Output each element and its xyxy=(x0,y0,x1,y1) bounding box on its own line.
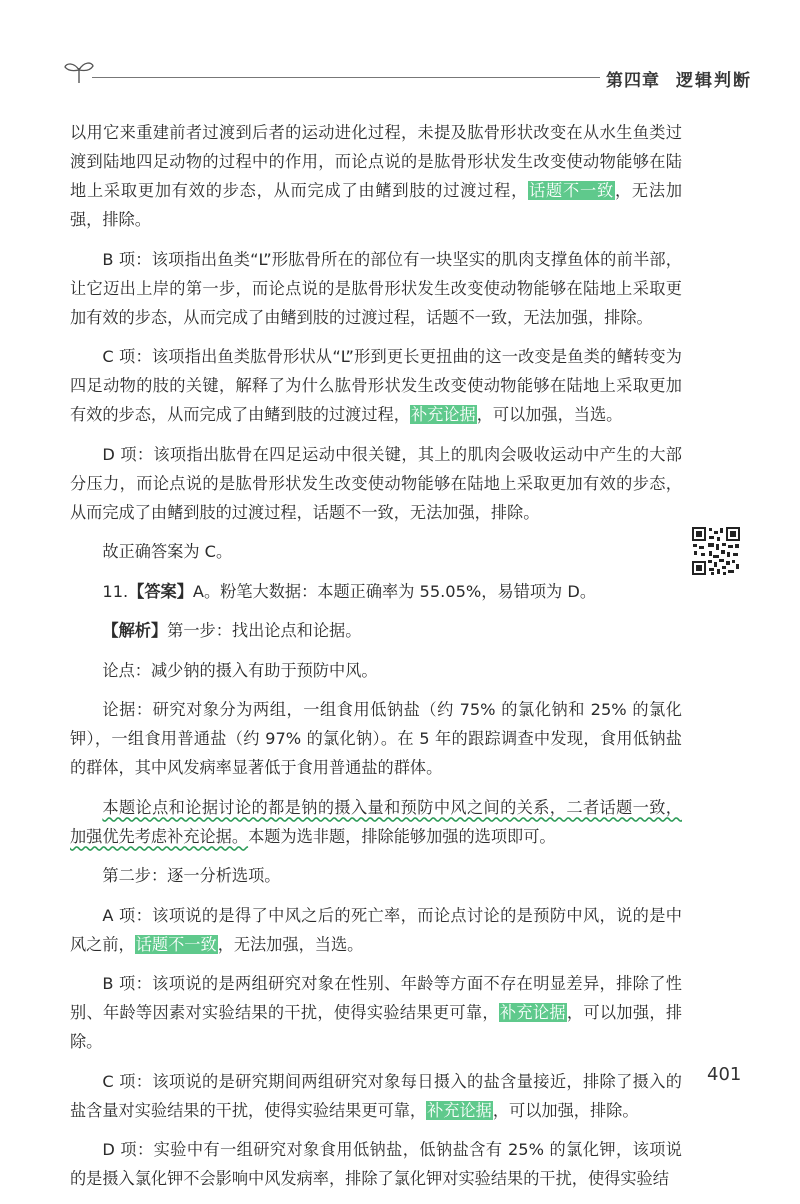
page-number: 401 xyxy=(707,1064,742,1085)
highlight-tag: 补充论据 xyxy=(410,405,476,424)
argument-evidence: 论据：研究对象分为两组，一组食用低钠盐（约 75% 的氯化钠和 25% 的氯化钾），一组食用普通盐（约 97% 的氯化钠）。在 5 年的跟踪调查中发现，食用低钠盐的群体，其中风发病率显著低于食用普通盐的群体。 xyxy=(70,700,682,777)
option-c-analysis: C 项：该项指出鱼类肱骨形状从“L”形到更长更扭曲的这一改变是鱼类的鳍转变为四足动物的肢的关键，解释了为什么肱骨形状发生改变使动物能够在陆地上采取更加有效的步态，从而完成了由鳍到肢的过渡过程，补充论据，可以加强，当选。 xyxy=(70,347,682,424)
chapter-title: 逻辑判断 xyxy=(676,71,752,91)
qr-code-icon[interactable] xyxy=(691,526,741,576)
sprout-icon xyxy=(62,58,96,84)
argument-claim: 论点：减少钠的摄入有助于预防中风。 xyxy=(102,660,378,680)
highlight-tag: 话题不一致 xyxy=(135,934,217,954)
wavy-underline-text: 本题论点和论据讨论的都是钠的摄入量和预防中风之间的关系，二者话题一致，加强优先考虑补充论据。 xyxy=(70,797,682,846)
paragraph: 以用它来重建前者过渡到后者的运动进化过程，未提及肱骨形状改变在从水生鱼类过渡到陆地四足动物的过程中的作用，而论点说的是肱骨形状发生改变使动物能够在陆地上采取更加有效的步态，从而完成了由鳍到肢的过渡过程，话题不一致，无法加强，排除。 xyxy=(70,123,683,229)
analysis-heading: 【解析】第一步：找出论点和论据。 xyxy=(102,621,362,640)
option-b-analysis: B 项：该项说的是两组研究对象在性别、年龄等方面不存在明显差异，排除了性别、年龄等因素对实验结果的干扰，使得实验结果更可靠，补充论据，可以加强，排除。 xyxy=(70,974,683,1051)
option-d-analysis: D 项：实验中有一组研究对象食用低钠盐，低钠盐含有 25% 的氯化钾，该项说的是摄入氯化钾不会影响中风发病率，排除了氯化钾对实验结果的干扰，使得实验结 xyxy=(70,1140,682,1188)
step-two: 第二步：逐一分析选项。 xyxy=(102,866,281,885)
key-point: 本题论点和论据讨论的都是钠的摄入量和预防中风之间的关系，二者话题一致，加强优先考虑补充论据。本题为选非题，排除能够加强的选项即可。 xyxy=(70,797,682,846)
main-content xyxy=(70,118,682,1204)
header-rule xyxy=(92,77,600,78)
highlight-tag: 话题不一致 xyxy=(529,181,614,200)
option-c-analysis: C 项：该项说的是研究期间两组研究对象每日摄入的盐含量接近，排除了摄入的盐含量对实验结果的干扰，使得实验结果更可靠，补充论据，可以加强，排除。 xyxy=(70,1071,682,1120)
chapter-number: 第四章 xyxy=(606,71,660,91)
option-a-analysis: A 项：该项说的是得了中风之后的死亡率，而论点讨论的是预防中风，说的是中风之前，话题不一致，无法加强，当选。 xyxy=(70,905,682,954)
answer-conclusion: 故正确答案为 C。 xyxy=(102,542,233,561)
highlight-tag: 补充论据 xyxy=(427,1100,492,1120)
option-b-analysis: B 项：该项指出鱼类“L”形肱骨所在的部位有一块坚实的肌肉支撑鱼体的前半部，让它迈出上岸的第一步，而论点说的是肱骨形状发生改变使动物能够在陆地上采取更加有效的步态，从而完成了由鳍到肢的过渡过程，话题不一致，无法加强，排除。 xyxy=(70,249,682,327)
option-d-analysis: D 项：该项指出肱骨在四足运动中很关键，其上的肌肉会吸收运动中产生的大部分压力，而论点说的是肱骨形状发生改变使动物能够在陆地上采取更加有效的步态，从而完成了由鳍到肢的过渡过程，话题不一致，无法加强，排除。 xyxy=(70,444,682,522)
highlight-tag: 补充论据 xyxy=(499,1003,566,1022)
question-answer: 11.【答案】A。粉笔大数据：本题正确率为 55.05%，易错项为 D。 xyxy=(102,581,597,601)
